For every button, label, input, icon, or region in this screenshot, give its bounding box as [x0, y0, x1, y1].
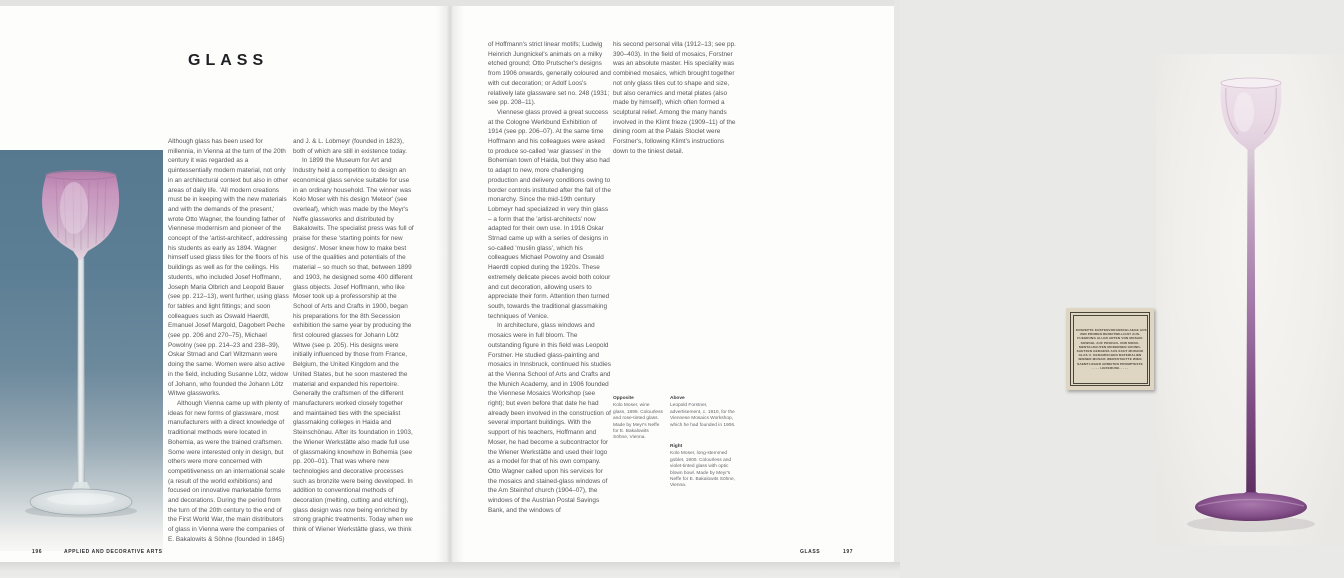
- page-edges-bottom: [0, 562, 900, 578]
- paragraph: Although glass has been used for millennia, in Vienna at the turn of the 20th century it was regarded as a quintessentially modern material, not only in an architectural context but also in other areas of daily life. 'All modern creations must be in keeping with the new materials and with the demands of the present,' wrote Otto Wagner, the founding father of Viennese modernism and pioneer of the concept of the 'artist-architect', addressing his students as early as 1894. Wagner himself used glass tiles for the floors of his buildings as well as for the ceilings. His students, who included Josef Hoffmann, Joseph Maria Olbrich and Leopold Bauer (see pp. 212–13), went further, using glass for tables and light fittings; and soon colleagues such as Oswald Haerdtl, Emanuel Josef Margold, Dagobert Peche (see pp. 206 and 270–75), Michael Powolny (see pp. 214–23 and 238–39), Oskar Strnad and Carl Witzmann were doing the same. Women were also active in the field, including Susanne Lötz, widow of Johann, who founded the Johann Lötz Witwe glassworks.: [168, 138, 289, 398]
- left-column-1: [168, 137, 290, 545]
- paragraph: of Hoffmann's strict linear motifs; Ludwig Heinrich Jungnickel's animals on a milky etched ground; Otto Prutscher's designs from 1906 onwards, generally coloured and with cut decoration; or Adolf Loos's relatively late glassware set no. 248 (1931; see pp. 208–11).: [488, 41, 611, 107]
- page-title: GLASS: [188, 52, 269, 69]
- ad-card-text: KONZEPTE KOSTENVORANSCHLAEGE AUS UND PROBEN BEREITWILLIGST AUS- FUEHRUNG ALLER ARTEN VON MOSAIK SOWOHL AUF PROFAN- UND MONU- MENTALBAUTEN MODERNEN GRUND- SAETZEN GEMAESS AUS ECHT MURANO GLAS U. KERAMISCHEN MATERIALIEN WIENER MOSAIK WERKSTAETTE WIEN SAEMTLICHER ARBEITEN PROMPTESTE · · · · LIEFERUNG · · · ·: [1075, 327, 1147, 370]
- caption-opposite: [613, 396, 663, 442]
- caption-text: Leopold Forstner, advertisement, c. 1910, for the Viennese Mosaics Workshop, which he had founded in 1906.: [670, 403, 736, 428]
- paragraph: In 1899 the Museum for Art and Industry held a competition to design an economical glass service suitable for use in an ordinary household. The winner was Kolo Moser with his design 'Meteor' (see overleaf), which was made by the Meyr's Neffe glassworks and distributed by Bakalowits. The specialist press was full of praise for these 'starting points for new designs'. Moser knew how to make best use of the qualities and potentials of the material – so much so that, between 1899 and 1903, he designed some 400 different glass objects. Josef Hoffmann, who like Moser took up a professorship at the School of Arts and Crafts in 1900, began his preparations for the 8th Secession exhibition the same year by producing the first coloured glasses for Johann Lötz Witwe (see p. 205). His designs were initially influenced by those from France, Belgium, the United Kingdom and the United States, but he soon mastered the material and expanded his repertoire. Generally the craftsmen of the different manufacturers worked closely together and maintained ties with the specialist glassmaking colleges in Haida and Steinschönau. After its foundation in 1903, the Wiener Werkstätte also made full use of glassmaking knowhow in Bohemia (see pp. 200–01). That was where new technologies and decorative processes such as bronzite were being developed. In addition to conventional methods of decoration (melting, cutting and etching), glass design was now being enriched by strong graphic treatments. Today when we think of Wiener Werkstätte glass, we think: [293, 157, 414, 534]
- ad-card-inner-frame: [1073, 315, 1148, 384]
- wine-glass-illustration: [0, 150, 163, 551]
- caption-label: Above: [670, 396, 685, 401]
- ad-card-frame: [1070, 312, 1150, 386]
- wine-glass-photo: [0, 150, 163, 551]
- background-edge-right: [894, 0, 900, 578]
- running-head-left: APPLIED AND DECORATIVE ARTS: [64, 549, 163, 555]
- right-page: [450, 6, 1147, 562]
- left-column-2: [293, 137, 415, 535]
- caption-above: [670, 396, 736, 429]
- goblet-illustration: [1156, 54, 1344, 546]
- mosaic-advertisement-card: [1066, 308, 1154, 390]
- paragraph: In architecture, glass windows and mosaics were in full bloom. The outstanding figure in this field was Leopold Forstner. He studied glass-painting and mosaics in Innsbruck, continued his studies at the Vienna School of Arts and Crafts and the Munich Academy, and in 1906 founded the Viennese Mosaics Workshop (see right); but even before that date he had already been involved in the construction of several important buildings. With the support of his teachers, Hoffmann and Moser, he had become a subcontractor for the Wiener Werkstätte and used their logo as a model for that of his own company. Otto Wagner called upon his services for the mosaics and stained-glass windows of the Am Steinhof church (1904–07), the windows of the Austrian Postal Savings Bank, and the windows of: [488, 322, 611, 514]
- page-number-right: 197: [843, 549, 854, 555]
- background-edge-top: [0, 0, 900, 6]
- caption-label: Right: [670, 444, 683, 449]
- caption-right: [670, 444, 736, 490]
- page-number-left: 196: [32, 549, 43, 555]
- caption-text: Kolo Moser, long-stemmed goblet, 1900. Colourless and violet-tinted glass with optic blown bowl. Made by Meyr's Neffe for E. Bakalowits Söhne, Vienna.: [670, 451, 735, 489]
- paragraph: his second personal villa (1912–13; see pp. 390–403). In the field of mosaics, Forstner was an absolute master. His speciality was combined mosaics, which brought together not only glass tiles cut to shape and size, but also ceramics and metal plates (also made by himself), which often formed a sculptural relief. Among the many hands involved in the Klimt frieze (1909–11) of the dining room at the Palais Stoclet were Forstner's, following Klimt's instructions down to the tiniest detail.: [613, 41, 736, 155]
- running-head-right: GLASS: [800, 549, 821, 555]
- caption-text: Kolo Moser, wine glass, 1899. Colourless and rose-tinted glass. Made by Meyr's Neffe for E. Bakalowits Söhne, Vienna.: [613, 403, 663, 441]
- paragraph: Although Vienna came up with plenty of ideas for new forms of glassware, most manufacturers with a direct knowledge of traditional methods were located in Bohemia, as were the trained craftsmen. Some were interested only in design, but others were more concerned with competitiveness on an international scale (a result of the world exhibitions) and focused on innovative marketable forms and decorations. During the period from the turn of the 20th century to the end of the First World War, the main distributors of glass in Vienna were the companies of E. Bakalowits & Söhne (founded in 1845): [168, 399, 290, 543]
- paragraph: Viennese glass proved a great success at the Cologne Werkbund Exhibition of 1914 (see pp. 206–07). At the same time Hoffmann and his colleagues were asked to produce so-called 'war glasses' in the Bohemian town of Haida, but they also had to adapt to new, more challenging production and delivery conditions owing to border controls instituted after the fall of the monarchy. Since the mid-19th century Lobmeyr had specialized in very thin glass – a form that the 'artist-architects' now adapted for their own use. In 1916 Oskar Strnad came up with a series of designs in so-called 'muslin glass', which his colleagues Michael Powolny and Oswald Haerdtl copied during the 1920s. These extremely delicate pieces avoid both colour and cut decoration, allowing users to appreciate their form. Attention then turned south, towards the traditional glassmaking techniques of Venice.: [488, 108, 611, 320]
- right-column-1: [488, 40, 611, 515]
- caption-label: Opposite: [613, 396, 634, 401]
- page-gutter-shadow: [436, 6, 464, 562]
- goblet-photo: [1156, 54, 1344, 546]
- right-column-2: [613, 40, 737, 156]
- left-page: [0, 6, 450, 562]
- paragraph: and J. & L. Lobmeyr (founded in 1823), both of which are still in existence today.: [293, 138, 407, 155]
